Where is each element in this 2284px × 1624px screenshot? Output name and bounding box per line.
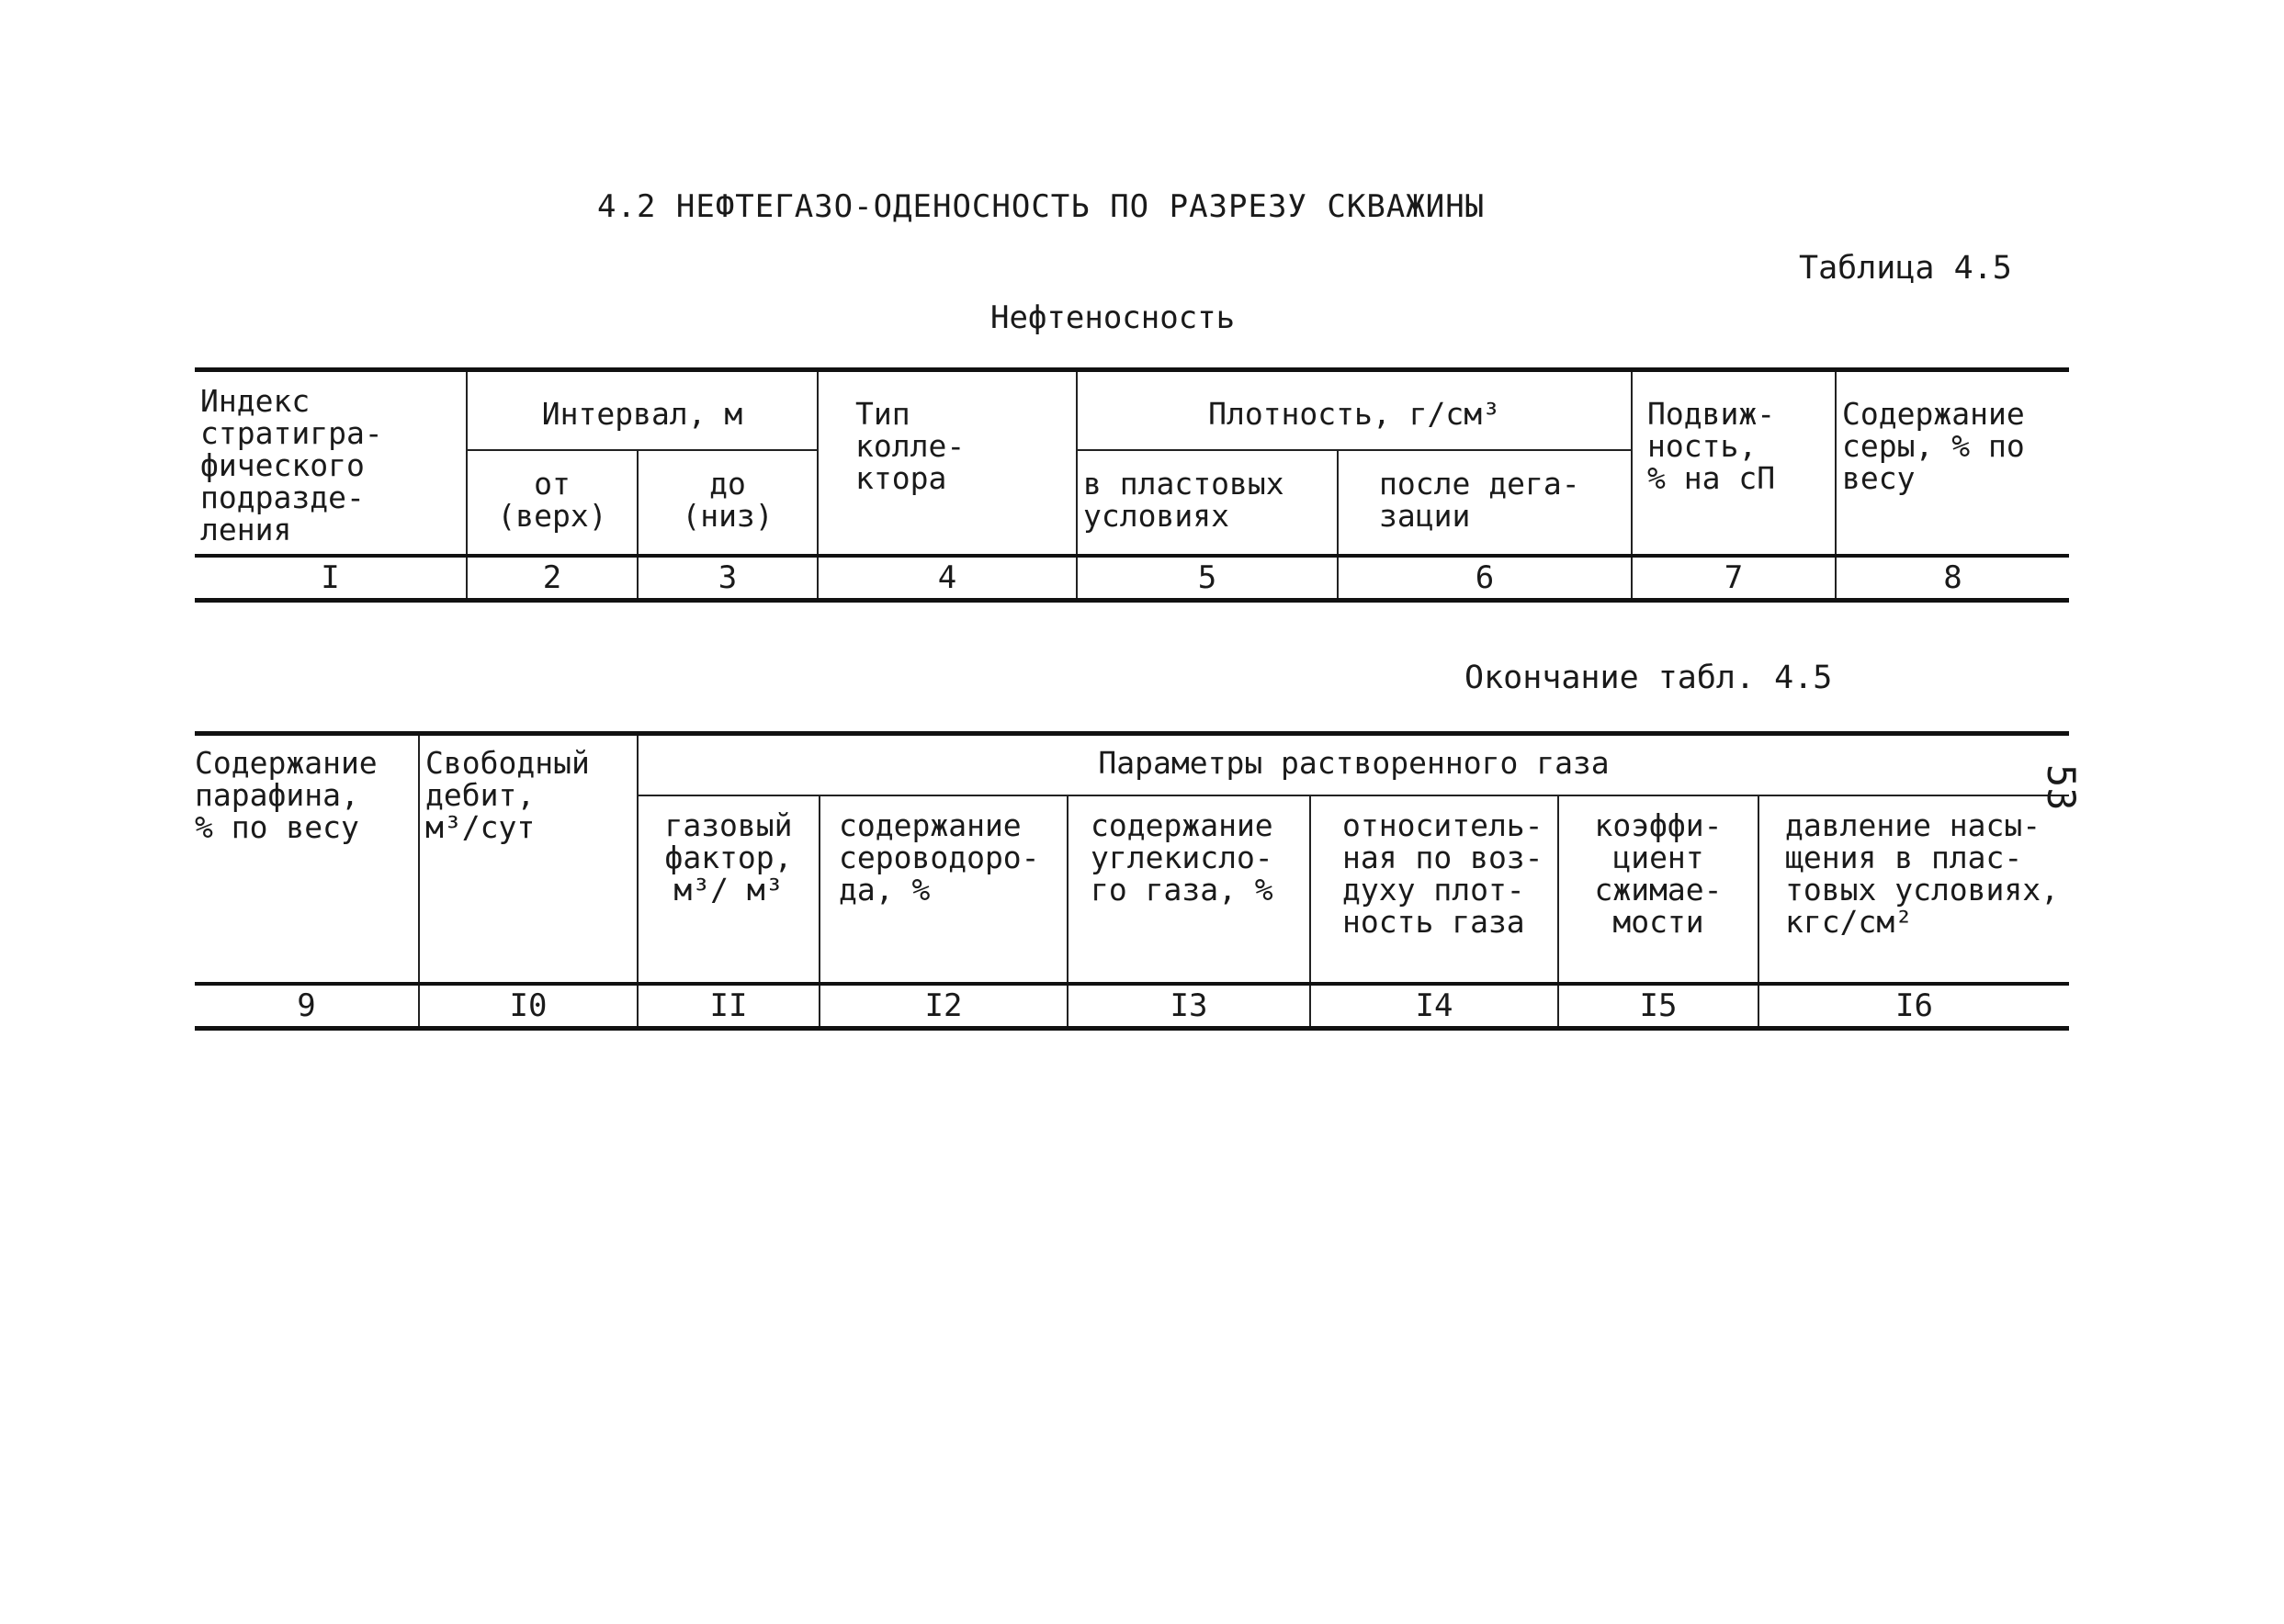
dissolved-gas-table bbox=[195, 731, 2069, 1031]
column-number: II bbox=[638, 984, 820, 1029]
header-interval-from: от (верх) bbox=[467, 450, 638, 556]
column-number: I6 bbox=[1758, 984, 2069, 1029]
column-number: 8 bbox=[1836, 556, 2069, 601]
header-dissolved-gas-group: Параметры растворенного газа bbox=[638, 734, 2069, 796]
column-number: I0 bbox=[419, 984, 638, 1029]
header-relative-gas-density: относитель- ная по воз- духу плот- ность газа bbox=[1310, 795, 1558, 984]
header-co2-content: содержание углекисло- го газа, % bbox=[1068, 795, 1310, 984]
column-number: 4 bbox=[818, 556, 1077, 601]
header-collector-type: Тип колле- ктора bbox=[818, 370, 1077, 557]
column-number: I4 bbox=[1310, 984, 1558, 1029]
column-number: 3 bbox=[638, 556, 818, 601]
oil-bearing-table bbox=[195, 367, 2069, 603]
column-number: I5 bbox=[1558, 984, 1758, 1029]
column-number: I3 bbox=[1068, 984, 1310, 1029]
page-number: 53 bbox=[2039, 764, 2084, 811]
column-numbers-row bbox=[195, 984, 2069, 1029]
table-subtitle: Нефтеносность bbox=[990, 299, 1236, 336]
header-mobility: Подвиж- ность, % на сП bbox=[1632, 370, 1836, 557]
column-number: I bbox=[195, 556, 467, 601]
header-sulfur-content: Содержание серы, % по весу bbox=[1836, 370, 2069, 557]
column-number: I2 bbox=[820, 984, 1068, 1029]
column-number: 6 bbox=[1338, 556, 1632, 601]
column-number: 2 bbox=[467, 556, 638, 601]
header-paraffin-content: Содержание парафина, % по весу bbox=[195, 734, 419, 985]
header-saturation-pressure: давление насы- щения в плас- товых условиях, кгс/см² bbox=[1758, 795, 2069, 984]
header-gas-factor: газовый фактор, м³/ м³ bbox=[638, 795, 820, 984]
header-density-degassed: после дега- зации bbox=[1338, 450, 1632, 556]
column-number: 9 bbox=[195, 984, 419, 1029]
column-number: 7 bbox=[1632, 556, 1836, 601]
header-interval-group: Интервал, м bbox=[467, 370, 818, 451]
column-number: 5 bbox=[1077, 556, 1338, 601]
column-numbers-row bbox=[195, 556, 2069, 601]
header-compressibility-coefficient: коэффи- циент сжимае- мости bbox=[1558, 795, 1758, 984]
header-free-flow-rate: Свободный дебит, м³/сут bbox=[419, 734, 638, 985]
section-title: 4.2 НЕФТЕГАЗО-ОДЕНОСНОСТЬ ПО РАЗРЕЗУ СКВАЖИНЫ bbox=[597, 188, 1486, 225]
header-h2s-content: содержание сероводоро- да, % bbox=[820, 795, 1068, 984]
header-interval-to: до (низ) bbox=[638, 450, 818, 556]
continuation-label: Окончание табл. 4.5 bbox=[1464, 660, 1833, 696]
header-density-group: Плотность, г/см³ bbox=[1077, 370, 1632, 451]
table-label: Таблица 4.5 bbox=[1799, 250, 2012, 287]
header-density-reservoir: в пластовых условиях bbox=[1077, 450, 1338, 556]
header-stratigraphic-index: Индекс стратигра- фического подразде- ления bbox=[195, 370, 467, 557]
